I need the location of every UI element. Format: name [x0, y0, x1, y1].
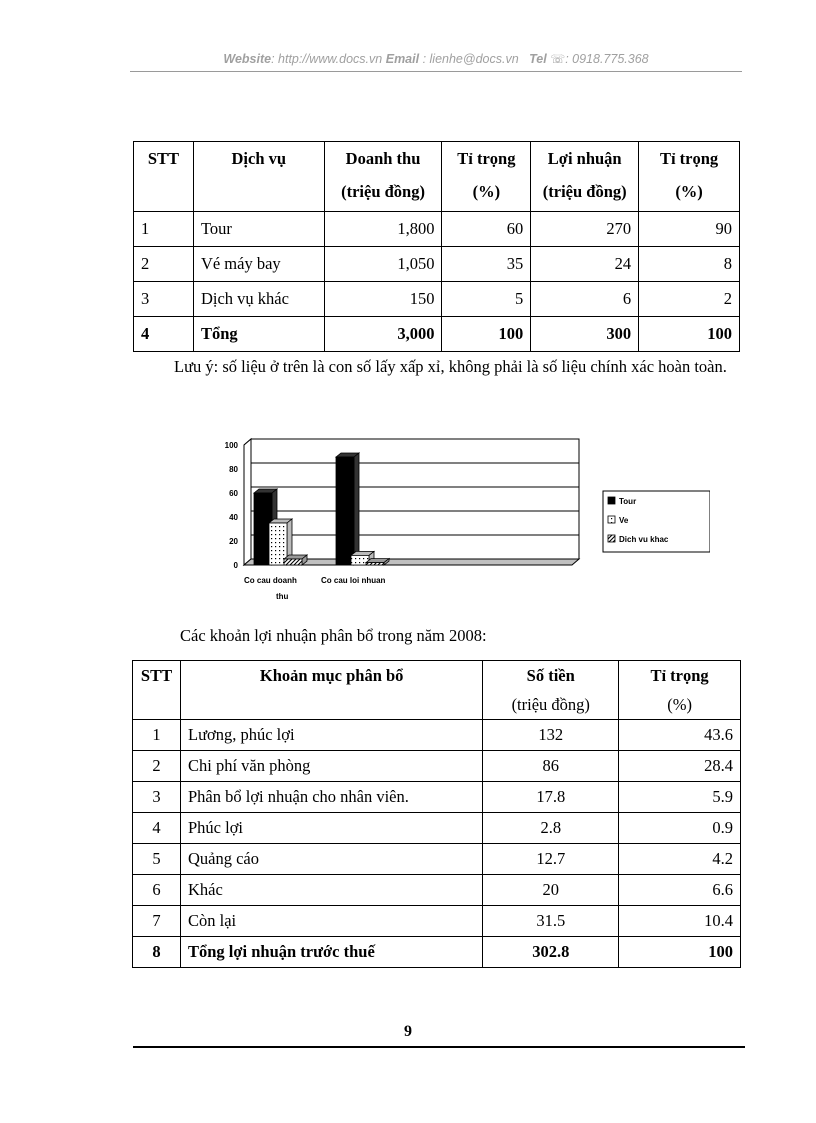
cell-service: Tour — [193, 212, 324, 247]
cell-amount: 17.8 — [483, 782, 619, 813]
cell-item: Khác — [180, 875, 482, 906]
table-row — [133, 813, 741, 844]
table-row — [134, 282, 740, 317]
cell-item: Phân bổ lợi nhuận cho nhân viên. — [180, 782, 482, 813]
table-total-row — [133, 937, 741, 968]
email-label: Email — [385, 52, 420, 66]
cell-stt: 1 — [134, 212, 194, 247]
y-tick-label: 80 — [229, 465, 238, 474]
legend-swatch — [608, 497, 615, 504]
x-category-label: thu — [276, 592, 289, 601]
cell-amount: 12.7 — [483, 844, 619, 875]
cell-stt: 2 — [134, 247, 194, 282]
cell-item: Tổng lợi nhuận trước thuế — [180, 937, 482, 968]
x-category-label: Co cau loi nhuan — [321, 576, 386, 585]
legend-swatch — [608, 535, 615, 542]
header-cell-revenue: Doanh thu (triệu đồng) — [324, 142, 442, 212]
cell-item: Quảng cáo — [180, 844, 482, 875]
chart-legend — [603, 491, 710, 552]
table-header-row — [133, 661, 741, 720]
bar-dich-vu-khac — [284, 559, 302, 565]
table-header-row — [134, 142, 740, 212]
x-category-label: Co cau doanh — [244, 576, 297, 585]
revenue-table — [133, 141, 740, 352]
header-cell-profit: Lợi nhuận (triệu đồng) — [531, 142, 639, 212]
cell-profit: 24 — [531, 247, 639, 282]
cell-share: 28.4 — [619, 751, 741, 782]
table-row — [133, 751, 741, 782]
cell-revenue: 1,800 — [324, 212, 442, 247]
cell-stt: 4 — [134, 317, 194, 352]
cell-revenue-share: 35 — [442, 247, 531, 282]
header-cell-item: Khoản mục phân bổ — [180, 661, 482, 720]
cell-stt: 3 — [133, 782, 181, 813]
legend-label: Tour — [619, 497, 637, 506]
table-row — [133, 844, 741, 875]
cell-amount: 2.8 — [483, 813, 619, 844]
table2-caption: Các khoản lợi nhuận phân bổ trong năm 2008: — [180, 626, 487, 645]
cell-service: Dịch vụ khác — [193, 282, 324, 317]
cell-profit-share: 2 — [639, 282, 740, 317]
cell-stt: 3 — [134, 282, 194, 317]
y-tick-label: 20 — [229, 537, 238, 546]
legend-swatch — [608, 516, 615, 523]
table-row — [133, 720, 741, 751]
table-row — [133, 906, 741, 937]
cell-revenue: 150 — [324, 282, 442, 317]
header-cell-revenue-share: Tỉ trọng (%) — [442, 142, 531, 212]
y-tick-label: 60 — [229, 489, 238, 498]
cell-item: Phúc lợi — [180, 813, 482, 844]
cell-profit: 6 — [531, 282, 639, 317]
telephone-icon: ☏ — [550, 52, 566, 66]
header-cell-amount: Số tiền (triệu đồng) — [483, 661, 619, 720]
cell-profit: 270 — [531, 212, 639, 247]
table-row — [134, 212, 740, 247]
cell-item: Lương, phúc lợi — [180, 720, 482, 751]
legend-label: Dich vu khac — [619, 535, 669, 544]
header-cell-stt: STT — [133, 661, 181, 720]
cell-item: Chi phí văn phòng — [180, 751, 482, 782]
cell-amount: 31.5 — [483, 906, 619, 937]
cell-revenue: 1,050 — [324, 247, 442, 282]
cell-stt: 7 — [133, 906, 181, 937]
cell-share: 10.4 — [619, 906, 741, 937]
bar-side-0 — [354, 453, 359, 565]
y-tick-label: 100 — [224, 441, 238, 450]
table-row — [133, 875, 741, 906]
cell-amount: 132 — [483, 720, 619, 751]
cell-revenue-share: 60 — [442, 212, 531, 247]
cell-stt: 2 — [133, 751, 181, 782]
chart-plot-area — [244, 439, 579, 565]
table-total-row — [134, 317, 740, 352]
cell-share: 43.6 — [619, 720, 741, 751]
cell-share: 6.6 — [619, 875, 741, 906]
tel-label: Tel — [529, 52, 547, 66]
cell-revenue-share: 100 — [442, 317, 531, 352]
email-value: : lienhe@docs.vn — [419, 52, 519, 66]
note-paragraph: Lưu ý: số liệu ở trên là con số lấy xấp xỉ, không phải là số liệu chính xác hoàn toàn. — [174, 357, 727, 376]
tel-value: : 0918.775.368 — [565, 52, 649, 66]
cell-revenue: 3,000 — [324, 317, 442, 352]
chart-side-wall — [244, 439, 251, 565]
legend-label: Ve — [619, 516, 629, 525]
chart-back-wall — [251, 439, 579, 559]
table-row — [133, 782, 741, 813]
cell-profit-share: 90 — [639, 212, 740, 247]
header-cell-service: Dịch vụ — [193, 142, 324, 212]
y-tick-label: 0 — [233, 561, 238, 570]
cell-stt: 8 — [133, 937, 181, 968]
cell-stt: 5 — [133, 844, 181, 875]
header-cell-profit-share: Tỉ trọng (%) — [639, 142, 740, 212]
cell-amount: 302.8 — [483, 937, 619, 968]
cell-service: Tổng — [193, 317, 324, 352]
cell-amount: 20 — [483, 875, 619, 906]
cell-share: 5.9 — [619, 782, 741, 813]
cell-share: 100 — [619, 937, 741, 968]
cell-share: 4.2 — [619, 844, 741, 875]
cell-revenue-share: 5 — [442, 282, 531, 317]
cell-stt: 1 — [133, 720, 181, 751]
page-header — [130, 50, 742, 72]
cell-item: Còn lại — [180, 906, 482, 937]
cell-stt: 4 — [133, 813, 181, 844]
cell-service: Vé máy bay — [193, 247, 324, 282]
website-value: : http://www.docs.vn — [271, 52, 383, 66]
bar-dich-vu-khac — [366, 563, 384, 565]
cell-amount: 86 — [483, 751, 619, 782]
y-tick-label: 40 — [229, 513, 238, 522]
footer-rule — [133, 1046, 745, 1048]
website-label: Website — [223, 52, 272, 66]
header-cell-stt: STT — [134, 142, 194, 212]
header-cell-share: Tỉ trọng (%) — [619, 661, 741, 720]
cell-profit-share: 8 — [639, 247, 740, 282]
table-row — [134, 247, 740, 282]
cell-profit-share: 100 — [639, 317, 740, 352]
bar-tour — [336, 457, 354, 565]
bar-chart — [210, 437, 710, 609]
profit-allocation-table — [132, 660, 741, 968]
page-number: 9 — [404, 1023, 412, 1040]
cell-profit: 300 — [531, 317, 639, 352]
cell-share: 0.9 — [619, 813, 741, 844]
cell-stt: 6 — [133, 875, 181, 906]
